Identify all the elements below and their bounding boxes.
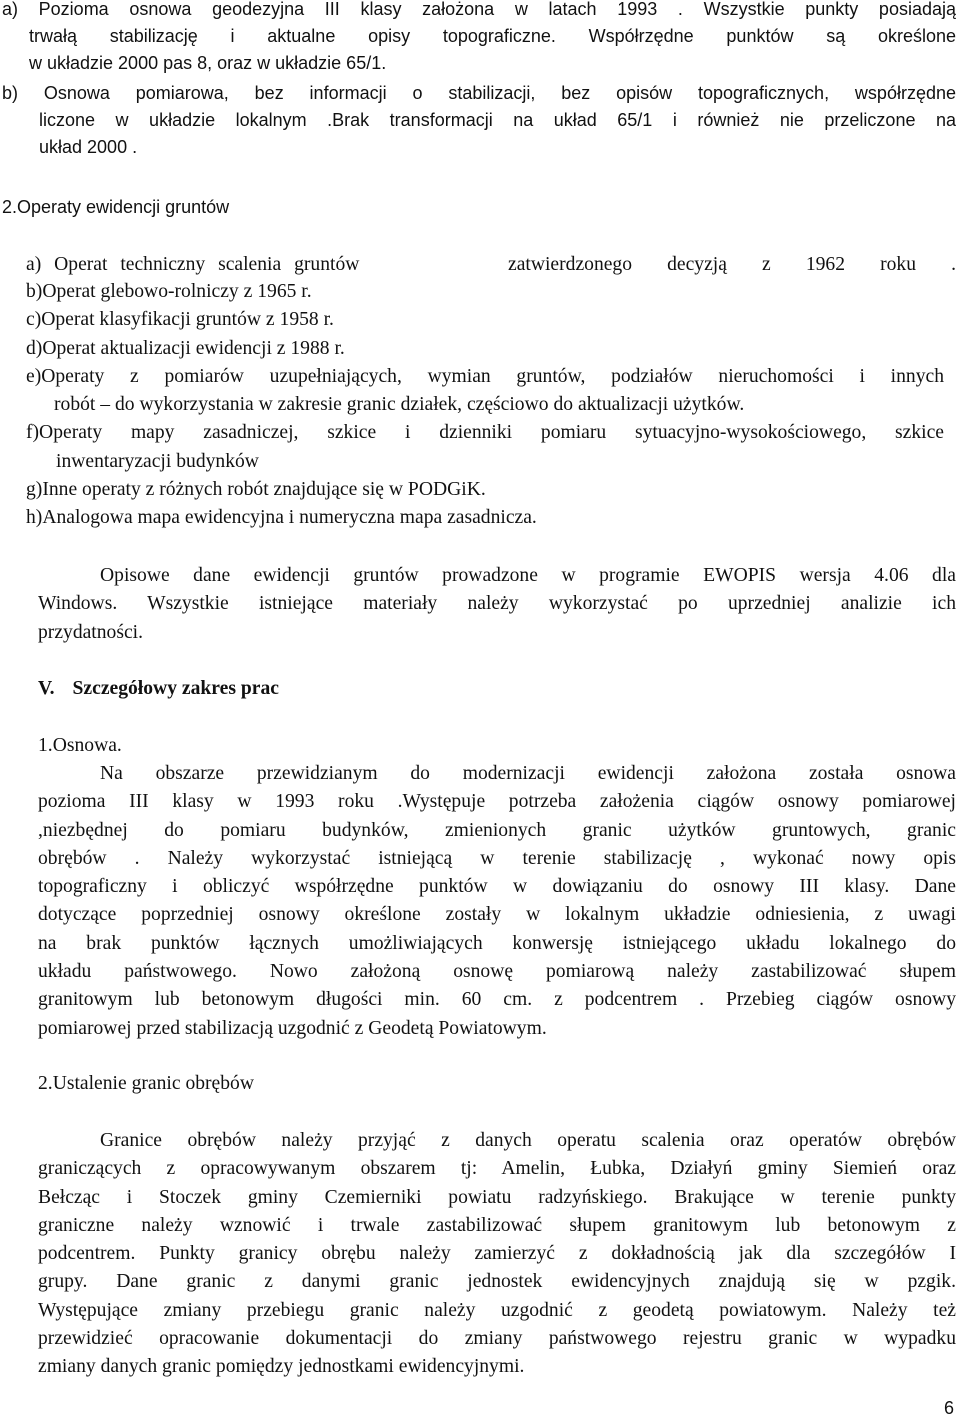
text-line: ,niezbędnej do pomiaru budynków, zmienionych granic użytków gruntowych, granic (38, 819, 956, 841)
text-line: obrębów . Należy wykorzystać istniejącą w terenie stabilizację , wykonać nowy opis (38, 847, 956, 869)
section-v-heading (38, 675, 279, 703)
text-line: Opisowe dane ewidencji gruntów prowadzone w programie EWOPIS wersja 4.06 dla (100, 565, 956, 586)
heading-text: 1.Osnowa. (38, 735, 122, 756)
text-line: Granice obrębów należy przyjąć z danych operatu scalenia oraz operatów obrębów (100, 1130, 956, 1151)
operat-item-e-line2: robót – do wykorzystania w zakresie granic działek, częściowo do aktualizacji użytków. (54, 394, 745, 416)
text-line: układu państwowego. Nowo założoną osnowę pomiarową należy zastabilizować słupem (38, 961, 956, 983)
text-line: b) Osnowa pomiarowa, bez informacji o stabilizacji, bez opisów topograficznych, współrzędne (2, 83, 956, 103)
heading-text: 2.Ustalenie granic obrębów (38, 1073, 255, 1094)
text-line: przewidzieć opracowanie dokumentacji do zmiany państwowego rejestru granic w wypadku (38, 1328, 956, 1350)
operat-item-f-line2: inwentaryzacji budynków (56, 450, 259, 472)
text-line: zmiany danych granic pomiędzy jednostkami ewidencyjnymi. (38, 1356, 525, 1378)
text-line: grupy. Dane granic z danymi granic jednostek ewidencyjnych znajdują się w pzgik. (38, 1271, 956, 1293)
osnowa-heading (38, 732, 122, 760)
item-b-osnowa-pomiarowa (2, 80, 956, 162)
operaty-heading (2, 194, 229, 221)
ewopis-paragraph (38, 562, 956, 647)
text-line: graniczne należy wznowić i trwale zastabilizować słupem granitowym lub betonowym z (38, 1214, 956, 1236)
text-line: graniczących z opracowywanym obszarem tj: Amelin, Łubka, Działyń gminy Siemień oraz (38, 1158, 956, 1180)
text-line: w układzie 2000 pas 8, oraz w układzie 65/1. (29, 53, 387, 74)
text-line: Występujące zmiany przebiegu granic należy uzgodnić z geodetą powiatowym. Należy też (38, 1299, 956, 1321)
page-number: 6 (943, 1398, 954, 1418)
osnowa-paragraph (38, 760, 956, 1043)
text-line: liczone w układzie lokalnym .Brak transformacji na układ 65/1 i również nie przeliczone na (39, 110, 956, 131)
granice-paragraph (38, 1127, 956, 1382)
text-line: Na obszarze przewidzianym do modernizacji ewidencji założona została osnowa (100, 763, 956, 784)
operat-item-a-decision: zatwierdzonego decyzją z 1962 roku . (508, 254, 956, 275)
section-v-numeral: V. (38, 678, 55, 699)
text-line: a) Pozioma osnowa geodezyjna III klasy założona w latach 1993 . Wszystkie punkty posiadają (2, 0, 956, 19)
granice-heading (38, 1070, 254, 1098)
text-line: Windows. Wszystkie istniejące materiały należy wykorzystać po uprzedniej analizie ich (38, 593, 956, 615)
section-v-title: Szczegółowy zakres prac (72, 678, 279, 699)
heading-text: 2.Operaty ewidencji gruntów (2, 197, 230, 217)
operat-item-a (26, 251, 956, 279)
operaty-list (26, 251, 956, 533)
text-line: dotyczące poprzedniej osnowy określone zostały w lokalnym układzie odniesienia, z uwagi (38, 904, 956, 926)
text-line: topograficzny i obliczyć współrzędne punktów w dowiązaniu do osnowy III klasy. Dane (38, 876, 956, 898)
operat-item-a-text: a) Operat techniczny scalenia gruntów (26, 254, 360, 275)
operat-item-f-line1: f)Operaty mapy zasadniczej, szkice i dzienniki pomiaru sytuacyjno-wysokościowego, szkice (26, 422, 944, 444)
text-line: pomiarowej przed stabilizacją uzgodnić z Geodetą Powiatowym. (38, 1017, 547, 1039)
operat-item-b: b)Operat glebowo-rolniczy z 1965 r. (26, 281, 312, 302)
text-line: układ 2000 . (39, 137, 138, 158)
text-line: przydatności. (38, 621, 144, 643)
operat-item-e-line1: e)Operaty z pomiarów uzupełniających, wymian gruntów, podziałów nieruchomości i innych (26, 365, 944, 387)
item-a-osnowa-pozioma (2, 0, 956, 78)
text-line: podcentrem. Punkty granicy obrębu należy zamierzyć z dokładnością jak dla szczegółów I (38, 1243, 956, 1265)
operat-item-d: d)Operat aktualizacji ewidencji z 1988 r. (26, 337, 345, 359)
operat-item-c: c)Operat klasyfikacji gruntów z 1958 r. (26, 309, 334, 331)
operat-item-h: h)Analogowa mapa ewidencyjna i numeryczna mapa zasadnicza. (26, 507, 537, 529)
text-line: Bełcząc i Stoczek gminy Czemierniki powiatu radzyńskiego. Brakujące w terenie punkty (38, 1186, 956, 1208)
text-line: pozioma III klasy w 1993 roku .Występuje potrzeba założenia ciągów osnowy pomiarowej (38, 791, 956, 813)
text-line: trwałą stabilizację i aktualne opisy topograficzne. Współrzędne punktów są określone (29, 26, 956, 47)
text-line: granitowym lub betonowym długości min. 60 cm. z podcentrem . Przebieg ciągów osnowy (38, 989, 956, 1011)
text-line: na brak punktów łącznych umożliwiających konwersję istniejącego układu lokalnego do (38, 932, 956, 954)
operat-item-g: g)Inne operaty z różnych robót znajdujące się w PODGiK. (26, 479, 486, 501)
